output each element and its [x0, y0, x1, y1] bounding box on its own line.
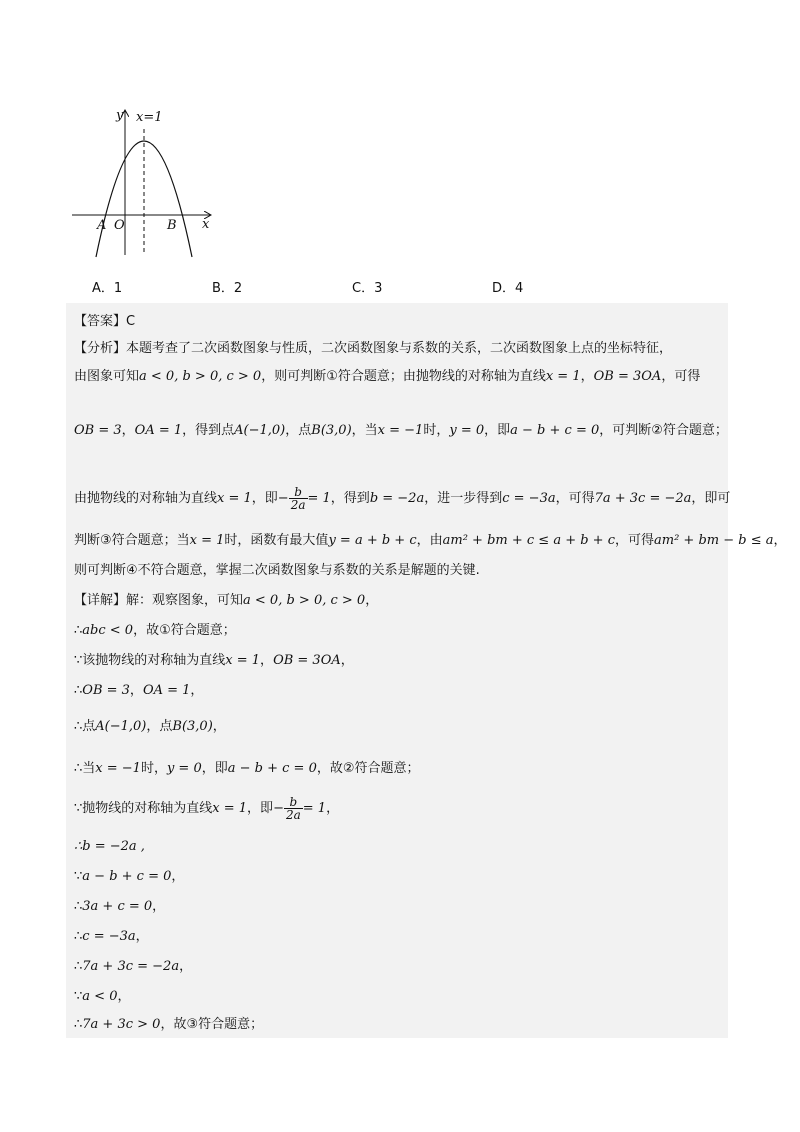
option-c	[352, 277, 382, 296]
detail-line-14	[74, 1016, 263, 1034]
math: a − b + c = 0	[510, 423, 600, 438]
option-letter: D．	[492, 281, 516, 296]
math: y = a + b + c	[328, 533, 417, 548]
math: OB = 3OA	[593, 369, 662, 384]
point-b-label: B	[167, 218, 177, 233]
math: 7a + 3c > 0	[82, 1017, 161, 1032]
detail-line-4	[74, 682, 203, 700]
detail-line-5	[74, 718, 226, 736]
math: 7a + 3c = −2a	[82, 959, 180, 974]
text: ，则可判断①符合题意；由抛物线的对称轴为直线	[261, 369, 546, 384]
text: ，	[340, 653, 354, 668]
math: OB = 3	[74, 423, 122, 438]
text: ∴	[74, 683, 83, 698]
math: OA = 1	[142, 683, 191, 698]
math: a − b + c = 0	[227, 761, 317, 776]
text: ∵	[74, 869, 83, 884]
parabola-graph	[70, 105, 220, 265]
text: ，	[365, 593, 379, 608]
text: ∴	[74, 959, 83, 974]
y-axis-label: y	[116, 108, 124, 123]
answer-options	[92, 277, 592, 297]
text: 判断③符合题意；当	[74, 533, 190, 548]
detail-line-7	[74, 796, 339, 821]
text: ，即可	[691, 491, 731, 506]
text: 【详解】解：观察图象，可知	[74, 593, 244, 608]
text: ，可得	[661, 369, 701, 384]
math: x = 1	[189, 533, 225, 548]
symmetry-axis-label: x=1	[136, 110, 163, 125]
text: 由图象可知	[74, 369, 140, 384]
solution-block	[66, 303, 731, 1038]
math: OB = 3	[82, 683, 130, 698]
denominator: 2a	[285, 808, 301, 822]
numerator: b	[284, 796, 303, 809]
math: x = 1	[545, 369, 581, 384]
text: ，点	[146, 719, 173, 734]
detail-line-11	[74, 928, 149, 946]
option-value: 1	[113, 281, 123, 296]
origin-label: O	[114, 218, 125, 233]
math: a < 0	[82, 989, 118, 1004]
text: ∴	[74, 1017, 83, 1032]
analysis-line-1: 【分析】本题考查了二次函数图象与性质，二次函数图象与系数的关系，二次函数图象上点的坐标特征，	[74, 341, 673, 356]
math: B(3,0)	[172, 719, 213, 734]
numerator: b	[289, 486, 308, 499]
math: a − b + c = 0	[82, 869, 172, 884]
text: ，即	[484, 423, 511, 438]
x-axis-label: x	[202, 217, 210, 232]
math: A(−1,0)	[234, 423, 286, 438]
text: ，故①符合题意；	[133, 623, 236, 638]
text: 时，	[140, 761, 167, 776]
option-letter: B．	[212, 281, 234, 296]
math: x = −1	[95, 761, 141, 776]
text: 由抛物线的对称轴为直线	[74, 491, 218, 506]
math: x = 1	[212, 801, 248, 816]
analysis-line-3	[74, 422, 728, 440]
text: ∵该抛物线的对称轴为直线	[74, 653, 226, 668]
math: y = 0	[449, 423, 485, 438]
text: 时，函数有最大值	[224, 533, 329, 548]
text: ，故③符合题意；	[160, 1017, 264, 1032]
text: ，	[326, 801, 340, 816]
text: ∴	[74, 929, 83, 944]
detail-line-9	[74, 868, 184, 886]
text: ∴当	[74, 761, 96, 776]
math: = 1	[302, 801, 327, 816]
math: x = 1	[225, 653, 261, 668]
text: ，故②符合题意；	[316, 761, 420, 776]
detail-line-6	[74, 760, 420, 778]
text: ∴	[74, 623, 83, 638]
text: ，	[171, 869, 185, 884]
text: ，点	[285, 423, 312, 438]
text: ，	[129, 683, 143, 698]
option-d	[492, 277, 523, 296]
text: ，即	[251, 491, 278, 506]
detail-line-12	[74, 958, 192, 976]
option-value: 2	[233, 281, 243, 296]
text: ，即	[201, 761, 228, 776]
math: b = −2a	[369, 491, 425, 506]
text: ∴点	[74, 719, 96, 734]
denominator: 2a	[290, 498, 306, 512]
text: ，	[135, 929, 149, 944]
text: ，	[121, 423, 135, 438]
detail-line-2	[74, 622, 236, 640]
detail-line-10	[74, 898, 165, 916]
detail-line-3	[74, 652, 354, 670]
fraction	[284, 796, 303, 821]
option-b	[212, 277, 242, 296]
text: ，	[117, 989, 131, 1004]
math: x = −1	[377, 423, 424, 438]
option-letter: C．	[352, 281, 375, 296]
text: ，由	[416, 533, 443, 548]
fraction	[289, 486, 308, 511]
option-value: 4	[515, 281, 524, 296]
option-letter: A．	[92, 281, 114, 296]
text: 时，	[423, 423, 450, 438]
text: ，	[773, 533, 787, 548]
text: ，得到	[330, 491, 370, 506]
detail-line-8: ∴b = −2a ,	[74, 839, 145, 854]
text: ，得到点	[182, 423, 235, 438]
math: OB = 3OA	[273, 653, 341, 668]
text: ，可判断②符合题意；	[599, 423, 728, 438]
text: ，	[179, 959, 193, 974]
math: y = 0	[166, 761, 202, 776]
math: B(3,0)	[311, 423, 352, 438]
text: ，可得	[614, 533, 654, 548]
math: OA = 1	[134, 423, 183, 438]
math: c = −3a	[502, 491, 556, 506]
math: abc < 0	[82, 623, 134, 638]
text: ，	[260, 653, 274, 668]
math: = 1	[307, 491, 331, 506]
text: ，	[580, 369, 594, 384]
analysis-line-4	[74, 486, 730, 511]
text: ，当	[351, 423, 378, 438]
math: x = 1	[217, 491, 252, 506]
math: A(−1,0)	[95, 719, 147, 734]
math: 3a + c = 0	[82, 899, 153, 914]
math: a < 0, b > 0, c > 0	[243, 593, 366, 608]
answer-line: 【答案】C	[74, 314, 136, 329]
text: ∴	[74, 899, 83, 914]
text: ，可得	[555, 491, 595, 506]
math: c = −3a	[82, 929, 136, 944]
math: −	[277, 491, 289, 506]
math: −	[273, 801, 284, 816]
text: ，	[190, 683, 204, 698]
text: ，	[212, 719, 226, 734]
detail-line-13	[74, 988, 130, 1006]
parabola-figure	[70, 105, 220, 265]
detail-line-1	[74, 592, 378, 610]
analysis-line-2	[74, 368, 700, 386]
analysis-line-5	[74, 532, 787, 550]
analysis-line-6: 则可判断④不符合题意，掌握二次函数图象与系数的关系是解题的关键.	[74, 563, 480, 578]
text: ，进一步得到	[424, 491, 503, 506]
text: ，	[152, 899, 166, 914]
text: ，即	[247, 801, 274, 816]
option-value: 3	[374, 281, 383, 296]
text: ∵	[74, 989, 83, 1004]
option-a	[92, 277, 122, 296]
math: 7a + 3c = −2a	[594, 491, 692, 506]
text: ∵抛物线的对称轴为直线	[74, 801, 213, 816]
math: am² + bm + c ≤ a + b + c	[442, 533, 615, 548]
math: a < 0, b > 0, c > 0	[139, 369, 262, 384]
math: am² + bm − b ≤ a	[654, 533, 774, 548]
point-a-label: A	[97, 218, 107, 233]
